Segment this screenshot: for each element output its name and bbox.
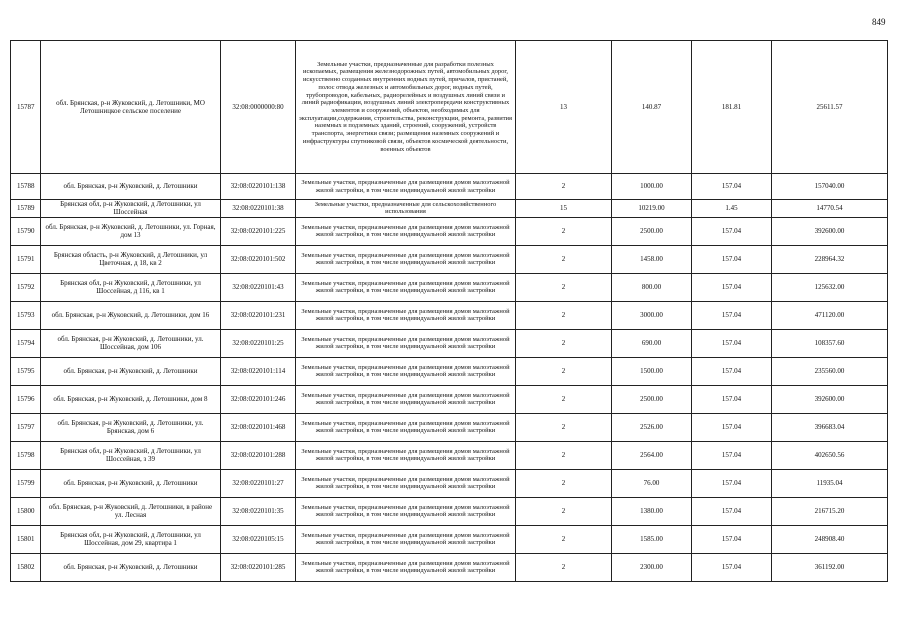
category-code: 2 [516, 329, 612, 357]
cadastral-number: 32:08:0220101:246 [221, 385, 296, 413]
area-cell: 76.00 [612, 469, 692, 497]
cadastral-value: 471120.00 [772, 301, 888, 329]
rate-cell: 157.04 [692, 301, 772, 329]
land-use-cell: Земельные участки, предназначенные для размещения домов малоэтажной жилой застройки, в том числе индивидуальной жилой застройки [296, 273, 516, 301]
table-row [11, 441, 888, 469]
cadastral-value: 108357.60 [772, 329, 888, 357]
table-row [11, 553, 888, 581]
cadastral-value: 25611.57 [772, 41, 888, 174]
category-code: 13 [516, 41, 612, 174]
area-cell: 3000.00 [612, 301, 692, 329]
rate-cell: 157.04 [692, 553, 772, 581]
land-use-cell: Земельные участки, предназначенные для размещения домов малоэтажной жилой застройки, в том числе индивидуальной жилой застройки [296, 553, 516, 581]
category-code: 2 [516, 301, 612, 329]
record-number: 15792 [11, 273, 41, 301]
land-use-cell: Земельные участки, предназначенные для размещения домов малоэтажной жилой застройки, в том числе индивидуальной жилой застройки [296, 385, 516, 413]
category-code: 2 [516, 497, 612, 525]
land-use-cell: Земельные участки, предназначенные для размещения домов малоэтажной жилой застройки, в том числе индивидуальной жилой застройки [296, 174, 516, 200]
rate-cell: 157.04 [692, 441, 772, 469]
cadastral-value: 361192.00 [772, 553, 888, 581]
address-cell: обл. Брянская, р-н Жуковский, д. Летошники [41, 553, 221, 581]
cadastral-value: 248908.40 [772, 525, 888, 553]
land-use-cell: Земельные участки, предназначенные для размещения домов малоэтажной жилой застройки, в том числе индивидуальной жилой застройки [296, 469, 516, 497]
record-number: 15797 [11, 413, 41, 441]
category-code: 2 [516, 469, 612, 497]
area-cell: 2300.00 [612, 553, 692, 581]
record-number: 15800 [11, 497, 41, 525]
land-use-cell: Земельные участки, предназначенные для размещения домов малоэтажной жилой застройки, в том числе индивидуальной жилой застройки [296, 357, 516, 385]
cadastral-number: 32:08:0220105:15 [221, 525, 296, 553]
category-code: 2 [516, 525, 612, 553]
address-cell: обл. Брянская, р-н Жуковский, д. Летошники, дом 16 [41, 301, 221, 329]
table-row [11, 174, 888, 200]
table-row [11, 273, 888, 301]
category-code: 2 [516, 385, 612, 413]
cadastral-value: 228964.32 [772, 245, 888, 273]
address-cell: Брянская область, р-н Жуковский, д Летошники, ул Цветочная, д 18, кв 2 [41, 245, 221, 273]
rate-cell: 181.81 [692, 41, 772, 174]
area-cell: 10219.00 [612, 200, 692, 218]
rate-cell: 157.04 [692, 217, 772, 245]
record-number: 15789 [11, 200, 41, 218]
table-row [11, 301, 888, 329]
cadastral-value: 14770.54 [772, 200, 888, 218]
address-cell: обл. Брянская, р-н Жуковский, д. Летошники [41, 174, 221, 200]
cadastral-value: 402650.56 [772, 441, 888, 469]
rate-cell: 157.04 [692, 329, 772, 357]
address-cell: обл. Брянская, р-н Жуковский, д. Летошники, ул. Брянская, дом 6 [41, 413, 221, 441]
area-cell: 2500.00 [612, 385, 692, 413]
record-number: 15801 [11, 525, 41, 553]
table-row [11, 217, 888, 245]
record-number: 15788 [11, 174, 41, 200]
land-use-cell: Земельные участки, предназначенные для размещения домов малоэтажной жилой застройки, в том числе индивидуальной жилой застройки [296, 525, 516, 553]
category-code: 2 [516, 413, 612, 441]
table-row [11, 525, 888, 553]
cadastral-value: 392600.00 [772, 217, 888, 245]
record-number: 15790 [11, 217, 41, 245]
address-cell: Брянская обл, р-н Жуковский, д Летошники, ул Шоссейная [41, 200, 221, 218]
rate-cell: 157.04 [692, 357, 772, 385]
record-number: 15799 [11, 469, 41, 497]
cadastral-number: 32:08:0220101:27 [221, 469, 296, 497]
category-code: 2 [516, 273, 612, 301]
land-use-cell: Земельные участки, предназначенные для размещения домов малоэтажной жилой застройки, в том числе индивидуальной жилой застройки [296, 245, 516, 273]
rate-cell: 1.45 [692, 200, 772, 218]
address-cell: обл. Брянская, р-н Жуковский, д. Летошники, ул. Шоссейная, дом 106 [41, 329, 221, 357]
category-code: 2 [516, 441, 612, 469]
cadastral-number: 32:08:0220101:43 [221, 273, 296, 301]
table-row [11, 469, 888, 497]
table-row [11, 245, 888, 273]
rate-cell: 157.04 [692, 525, 772, 553]
cadastral-value: 125632.00 [772, 273, 888, 301]
category-code: 2 [516, 174, 612, 200]
cadastral-number: 32:08:0220101:138 [221, 174, 296, 200]
rate-cell: 157.04 [692, 385, 772, 413]
rate-cell: 157.04 [692, 469, 772, 497]
category-code: 2 [516, 245, 612, 273]
address-cell: Брянская обл, р-н Жуковский, д Летошники, ул Шоссейная, дом 29, квартира 1 [41, 525, 221, 553]
address-cell: обл. Брянская, р-н Жуковский, д. Летошники, МО Летошницкое сельское поселение [41, 41, 221, 174]
land-use-cell: Земельные участки, предназначенные для размещения домов малоэтажной жилой застройки, в том числе индивидуальной жилой застройки [296, 413, 516, 441]
rate-cell: 157.04 [692, 273, 772, 301]
address-cell: обл. Брянская, р-н Жуковский, д. Летошники [41, 469, 221, 497]
address-cell: Брянская обл, р-н Жуковский, д Летошники, ул Шоссейная, д 116, кв 1 [41, 273, 221, 301]
cadastral-number: 32:08:0220101:502 [221, 245, 296, 273]
address-cell: Брянская обл, р-н Жуковский, д Летошники, ул Шоссейная, з 39 [41, 441, 221, 469]
land-use-cell: Земельные участки, предназначенные для размещения домов малоэтажной жилой застройки, в том числе индивидуальной жилой застройки [296, 329, 516, 357]
category-code: 2 [516, 357, 612, 385]
cadastral-value: 235560.00 [772, 357, 888, 385]
land-use-cell: Земельные участки, предназначенные для размещения домов малоэтажной жилой застройки, в том числе индивидуальной жилой застройки [296, 217, 516, 245]
table-row [11, 41, 888, 174]
table-row [11, 497, 888, 525]
area-cell: 2526.00 [612, 413, 692, 441]
area-cell: 1000.00 [612, 174, 692, 200]
record-number: 15791 [11, 245, 41, 273]
address-cell: обл. Брянская, р-н Жуковский, д. Летошники [41, 357, 221, 385]
cadastral-value: 11935.04 [772, 469, 888, 497]
record-number: 15794 [11, 329, 41, 357]
rate-cell: 157.04 [692, 174, 772, 200]
category-code: 2 [516, 217, 612, 245]
cadastral-value: 392600.00 [772, 385, 888, 413]
table-row [11, 200, 888, 218]
rate-cell: 157.04 [692, 497, 772, 525]
table-row [11, 357, 888, 385]
area-cell: 140.87 [612, 41, 692, 174]
cadastral-number: 32:08:0220101:288 [221, 441, 296, 469]
record-number: 15802 [11, 553, 41, 581]
area-cell: 1585.00 [612, 525, 692, 553]
record-number: 15795 [11, 357, 41, 385]
land-use-cell: Земельные участки, предназначенные для сельскохозяйственного использования [296, 200, 516, 218]
table-row [11, 385, 888, 413]
address-cell: обл. Брянская, р-н Жуковский, д. Летошники, дом 8 [41, 385, 221, 413]
address-cell: обл. Брянская, р-н Жуковский, д. Летошники, в районе ул. Лесная [41, 497, 221, 525]
land-use-cell: Земельные участки, предназначенные для размещения домов малоэтажной жилой застройки, в том числе индивидуальной жилой застройки [296, 441, 516, 469]
rate-cell: 157.04 [692, 245, 772, 273]
land-use-cell: Земельные участки, предназначенные для размещения домов малоэтажной жилой застройки, в том числе индивидуальной жилой застройки [296, 497, 516, 525]
land-use-cell: Земельные участки, предназначенные для размещения домов малоэтажной жилой застройки, в том числе индивидуальной жилой застройки [296, 301, 516, 329]
table-row [11, 413, 888, 441]
cadastral-number: 32:08:0000000:80 [221, 41, 296, 174]
cadastral-number: 32:08:0220101:38 [221, 200, 296, 218]
cadastral-number: 32:08:0220101:114 [221, 357, 296, 385]
record-number: 15787 [11, 41, 41, 174]
address-cell: обл. Брянская, р-н Жуковский, д. Летошники, ул. Горная, дом 13 [41, 217, 221, 245]
area-cell: 2564.00 [612, 441, 692, 469]
rate-cell: 157.04 [692, 413, 772, 441]
page-number: 849 [872, 17, 886, 27]
area-cell: 2500.00 [612, 217, 692, 245]
category-code: 2 [516, 553, 612, 581]
cadastral-number: 32:08:0220101:25 [221, 329, 296, 357]
table-row [11, 329, 888, 357]
cadastral-value: 396683.04 [772, 413, 888, 441]
cadastral-number: 32:08:0220101:225 [221, 217, 296, 245]
cadastral-number: 32:08:0220101:285 [221, 553, 296, 581]
land-use-cell: Земельные участки, предназначенные для разработки полезных ископаемых, размещения железнодорожных путей, автомобильных дорог, искусственно созданных внутренних водных путей, причалов, пристаней, полос отвода железных и автомобильных дорог, водных путей, трубопроводов, кабельных, радиорелейных и воздушных линий связи и линий радиофикации, воздушных линий электропередачи конструктивных элементов и сооружений, объектов, необходимых для эксплуатации,содержания, строительства, реконструкции, ремонта, развития наземных и подземных зданий, строений, сооружений, устройств транспорта, энергетики связи; размещения наземных сооружений и инфраструктуры спутниковой связи, объектов космической деятельности, военных объектов [296, 41, 516, 174]
record-number: 15796 [11, 385, 41, 413]
area-cell: 1458.00 [612, 245, 692, 273]
cadastral-value: 216715.20 [772, 497, 888, 525]
area-cell: 1500.00 [612, 357, 692, 385]
category-code: 15 [516, 200, 612, 218]
cadastral-number: 32:08:0220101:35 [221, 497, 296, 525]
record-number: 15798 [11, 441, 41, 469]
area-cell: 800.00 [612, 273, 692, 301]
cadastral-number: 32:08:0220101:231 [221, 301, 296, 329]
land-plots-table [10, 40, 888, 582]
cadastral-value: 157040.00 [772, 174, 888, 200]
area-cell: 690.00 [612, 329, 692, 357]
area-cell: 1380.00 [612, 497, 692, 525]
cadastral-number: 32:08:0220101:468 [221, 413, 296, 441]
record-number: 15793 [11, 301, 41, 329]
